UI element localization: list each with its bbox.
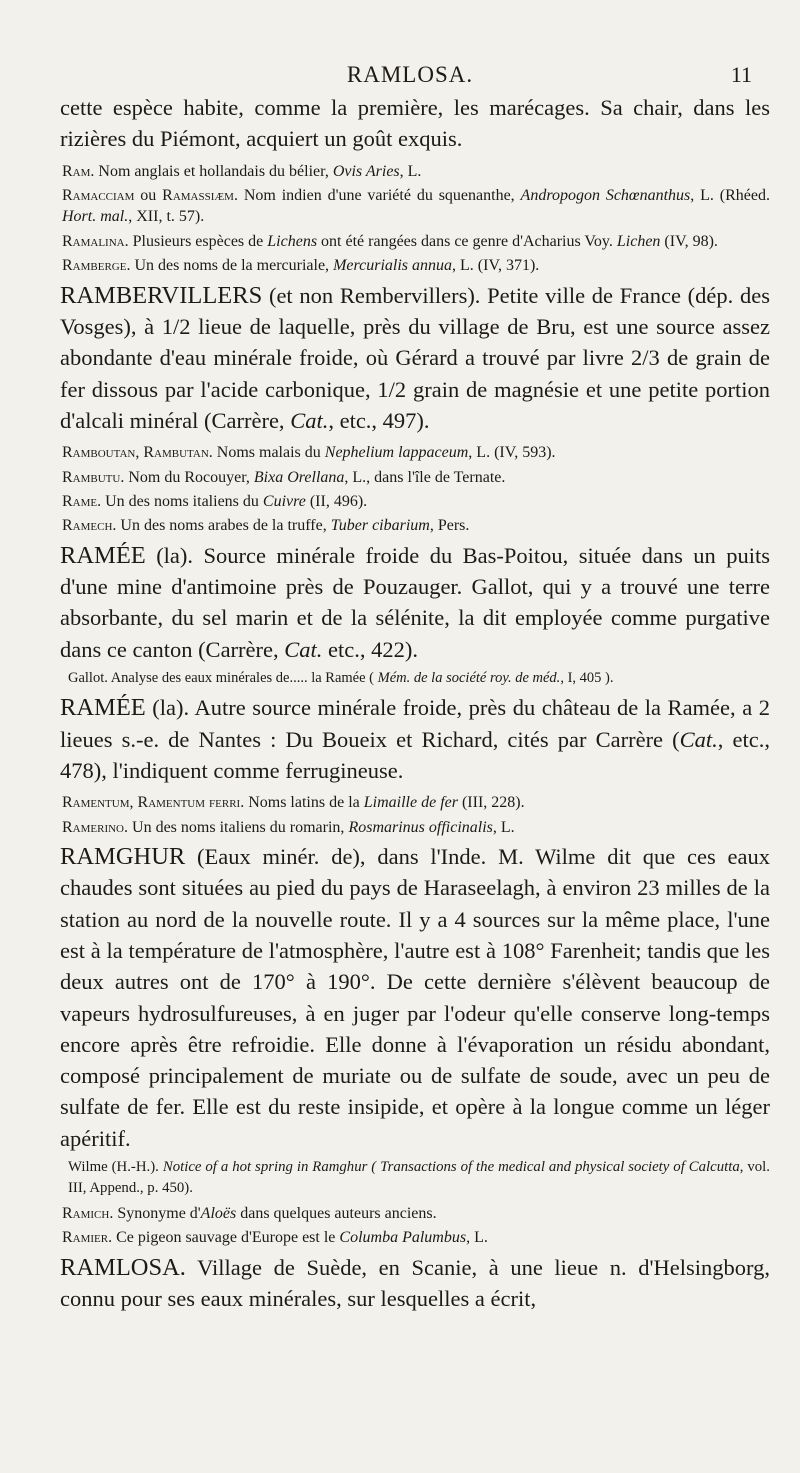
entry-ramee-1: RAMÉE (la). Source minérale froide du Bas-Poitou, située dans un puits d'une mine d'antimoine près de Pouzauger. Gallot, qui y a trouvé une terre absorbante, du sel marin et de la sélénite, la dit employée comme purgative dans ce canton (Carrère, Cat. etc., 422). [60,541,770,662]
headword: Rame. [62,492,102,510]
headword: Rambutu. [62,468,125,486]
headword: RAMBERVILLERS [60,281,263,309]
headword: Rambutan. [143,444,213,462]
page-number: 11 [730,62,752,87]
entry-ramacciam: Ramacciam ou Ramassiæm. Nom indien d'une variété du squenanthe, Andropogon Schœnanthus, L. (Rhéed. Hort. mal., XII, t. 57). [62,187,770,226]
headword: Ramacciam [62,187,135,204]
headword: RAMÉE [60,694,146,722]
headword: Ram. [62,162,95,180]
continued-paragraph: cette espèce habite, comme la première, les marécages. Sa chair, dans les rizières du Piémont, acquiert un goût exquis. [60,95,770,152]
headword: Ramboutan [62,444,136,462]
reference-gallot: Gallot. Analyse des eaux minérales de..... la Ramée ( Mém. de la société roy. de méd., I, 405 ). [68,669,614,686]
headword: Ramentum [62,794,130,812]
entry-ramich: Ramich. Synonyme d'Aloës dans quelques auteurs anciens. [62,1204,437,1222]
entry-ramier: Ramier. Ce pigeon sauvage d'Europe est le Columba Palumbus, L. [62,1229,488,1247]
headword: Ramassiæm. [162,187,238,204]
entry-rambervillers: RAMBERVILLERS (et non Rembervillers). Petite ville de France (dép. des Vosges), à 1/2 lieue de laquelle, près du village de Bru, est une source assez abondante d'eau minérale froide, où Gérard a trouvé par livre 2/3 de grain de fer dissous par l'acide carbonique, 1/2 grain de magnésie et une petite portion d'alcali minéral (Carrère, Cat., etc., 497). [60,281,770,433]
headword: Ramier. [62,1229,113,1247]
running-header [60,62,760,92]
headword: Ramalina. [62,232,129,250]
headword: Ramerino. [62,818,129,836]
headword: Ramberge. [62,257,131,275]
entry-ramentum: Ramentum, Ramentum ferri. Noms latins de la Limaille de fer (III, 228). [62,794,525,812]
headword: Ramich. [62,1204,114,1222]
entry-ramghur: RAMGHUR (Eaux minér. de), dans l'Inde. M. Wilme dit que ces eaux chaudes sont situées au pied du pays de Haraseelagh, à environ 23 milles de la station au nord de la nouvelle route. Il y a 4 sources sur la même place, l'une est à la température de l'atmosphère, l'autre est à 108° Farenheit; tandis que les deux autres ont de 170° à 190°. De cette dernière s'élèvent beaucoup de vapeurs hydrosulfureuses, à en juger par l'odeur qu'elle conserve long-temps encore après être refroidie. Elle donne à l'évaporation un résidu abondant, composé principalement de muriate ou de sulfate de soude, avec un peu de sulfate de fer. Elle est du reste insipide, et opère à la longue comme un léger apéritif. [60,843,770,1151]
entry-ramerino: Ramerino. Un des noms italiens du romarin, Rosmarinus officinalis, L. [62,818,515,836]
headword: Ramech. [62,517,117,535]
entry-ramlosa: RAMLOSA. Village de Suède, en Scanie, à une lieue n. d'Helsingborg, connu pour ses eaux minérales, sur lesquelles a écrit, [60,1253,770,1311]
headword: Ramentum ferri. [137,794,245,812]
entry-ram: Ram. Nom anglais et hollandais du bélier, Ovis Aries, L. [62,162,422,180]
reference-wilme: Wilme (H.-H.). Notice of a hot spring in Ramghur ( Transactions of the medical and physical society of Calcutta, vol. III, Append., p. 450). [68,1159,770,1197]
headword: RAMÉE [60,541,146,569]
text-column [60,92,770,1314]
headword: RAMGHUR [60,843,186,871]
entry-ramee-2: RAMÉE (la). Autre source minérale froide, près du château de la Ramée, a 2 lieues s.-e. de Nantes : Du Boueix et Richard, cités par Carrère (Cat., etc., 478), l'indiquent comme ferrugineuse. [60,694,770,783]
entry-ramberge: Ramberge. Un des noms de la mercuriale, Mercurialis annua, L. (IV, 371). [62,257,540,275]
entry-rame: Rame. Un des noms italiens du Cuivre (II, 496). [62,492,368,510]
running-title: RAMLOSA. [346,62,474,87]
entry-ramech: Ramech. Un des noms arabes de la truffe, Tuber cibarium, Pers. [62,517,470,535]
entry-ramalina: Ramalina. Plusieurs espèces de Lichens ont été rangées dans ce genre d'Acharius Voy. Lichen (IV, 98). [62,232,718,250]
entry-ramboutan: Ramboutan, Rambutan. Noms malais du Nephelium lappaceum, L. (IV, 593). [62,444,556,462]
entry-rambutu: Rambutu. Nom du Rocouyer, Bixa Orellana, L., dans l'île de Ternate. [62,468,506,486]
headword: RAMLOSA. [60,1253,186,1281]
